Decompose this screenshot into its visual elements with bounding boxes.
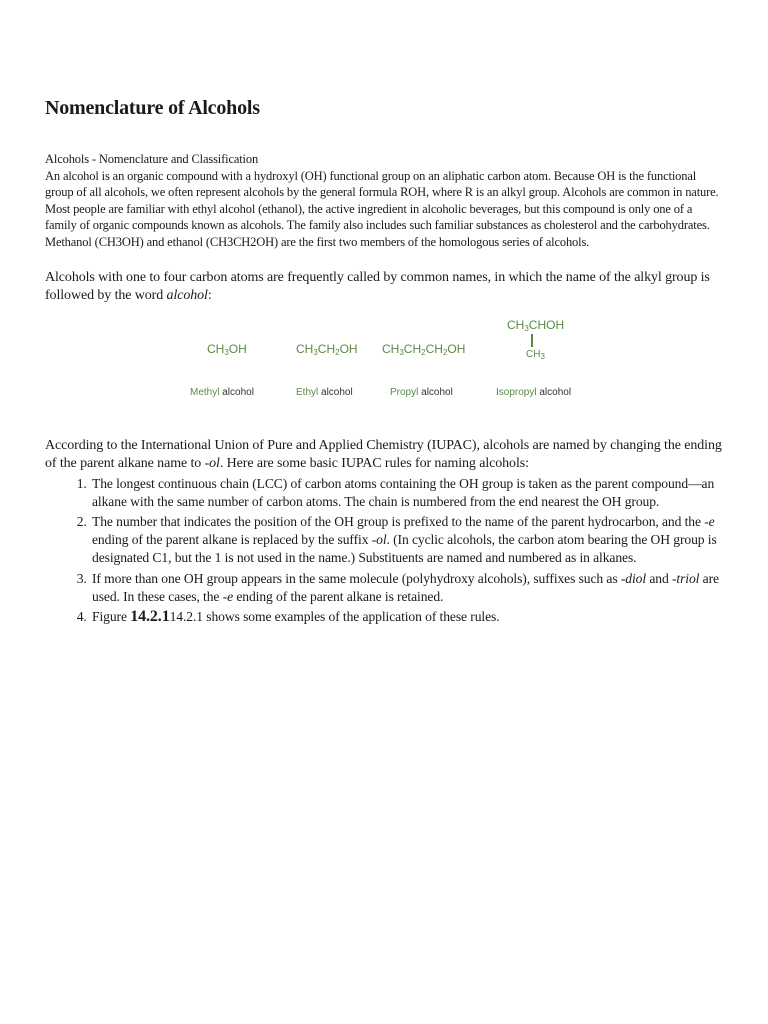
isopropyl-label: Isopropyl alcohol [496,386,572,398]
document-page [45,97,725,628]
isopropyl-formula-bottom: $CH_3$ [526,348,545,361]
iupac-paragraph [45,437,725,473]
methyl-label: Methyl alcohol [190,386,254,398]
iupac-rules-list [45,475,725,627]
iupac-end: . Here are some basic IUPAC rules for naming alcohols: [219,455,529,471]
propyl-formula: $CH_3CH_2CH_2OH$ [382,341,466,357]
isopropyl-formula-top: $CH_3CHOH$ [507,317,565,333]
iupac-emphasis: -ol [204,455,220,471]
ethyl-formula: $CH_3CH_2OH$ [296,341,358,357]
methyl-formula: $CH_3OH$ [207,341,247,357]
rule-item-2: 2. The number that indicates the position of the OH group is prefixed to the name of the parent hydrocarbon, and the -e ending of the parent alkane is replaced by the suffix -ol. (In cyclic alcohols, the carbon atom bearing the OH group is designated C1, but the 1 is not used in the name.) Substituents are named and numbered as in alkanes. [90,513,725,568]
intro-body: An alcohol is an organic compound with a hydroxyl (OH) functional group on an aliphatic carbon atom. Because OH is the functional group of all alcohols, we often represent alcohols by the general formula ROH, where R is an alkyl group. Alcohols are common in nature. Most people are familiar with ethyl alcohol (ethanol), the active ingredient in alcoholic beverages, but this compound is only one of a family of organic compounds known as alcohols. The family also includes such familiar substances as cholesterol and the carbohydrates. Methanol (CH3OH) and ethanol (CH3CH2OH) are the first two members of the homologous series of alcohols. [45,168,719,249]
intro-paragraph [45,151,725,251]
rule-item-1: 1. The longest continuous chain (LCC) of carbon atoms containing the OH group is taken as the parent compound—an alkane with the same number of carbon atoms. The chain is numbered from the end nearest the OH group. [90,475,725,511]
figure-reference-link[interactable]: 14.2.1 [130,607,170,625]
alcohol-structures-figure [45,317,725,415]
common-names-paragraph [45,269,725,305]
propyl-label: Propyl alcohol [390,386,453,398]
rule-item-4: 4. Figure 14.2.114.2.1 shows some examples of the application of these rules. [90,608,725,626]
common-names-end: : [207,287,212,303]
common-names-text: Alcohols with one to four carbon atoms are frequently called by common names, in which the name of the alkyl group is followed by the word [45,269,710,303]
rule-item-3: 3. If more than one OH group appears in the same molecule (polyhydroxy alcohols), suffixes such as -diol and -triol are used. In these cases, the -e ending of the parent alkane is retained. [90,570,725,606]
ethyl-label: Ethyl alcohol [296,386,353,398]
intro-subheading: Alcohols - Nomenclature and Classification [45,152,259,166]
page-title: Nomenclature of Alcohols [45,97,260,119]
common-names-emphasis: alcohol [166,287,208,303]
isopropyl-bond [531,334,533,347]
iupac-text: According to the International Union of Pure and Applied Chemistry (IUPAC), alcohols are named by changing the ending of the parent alkane name to [45,437,722,471]
